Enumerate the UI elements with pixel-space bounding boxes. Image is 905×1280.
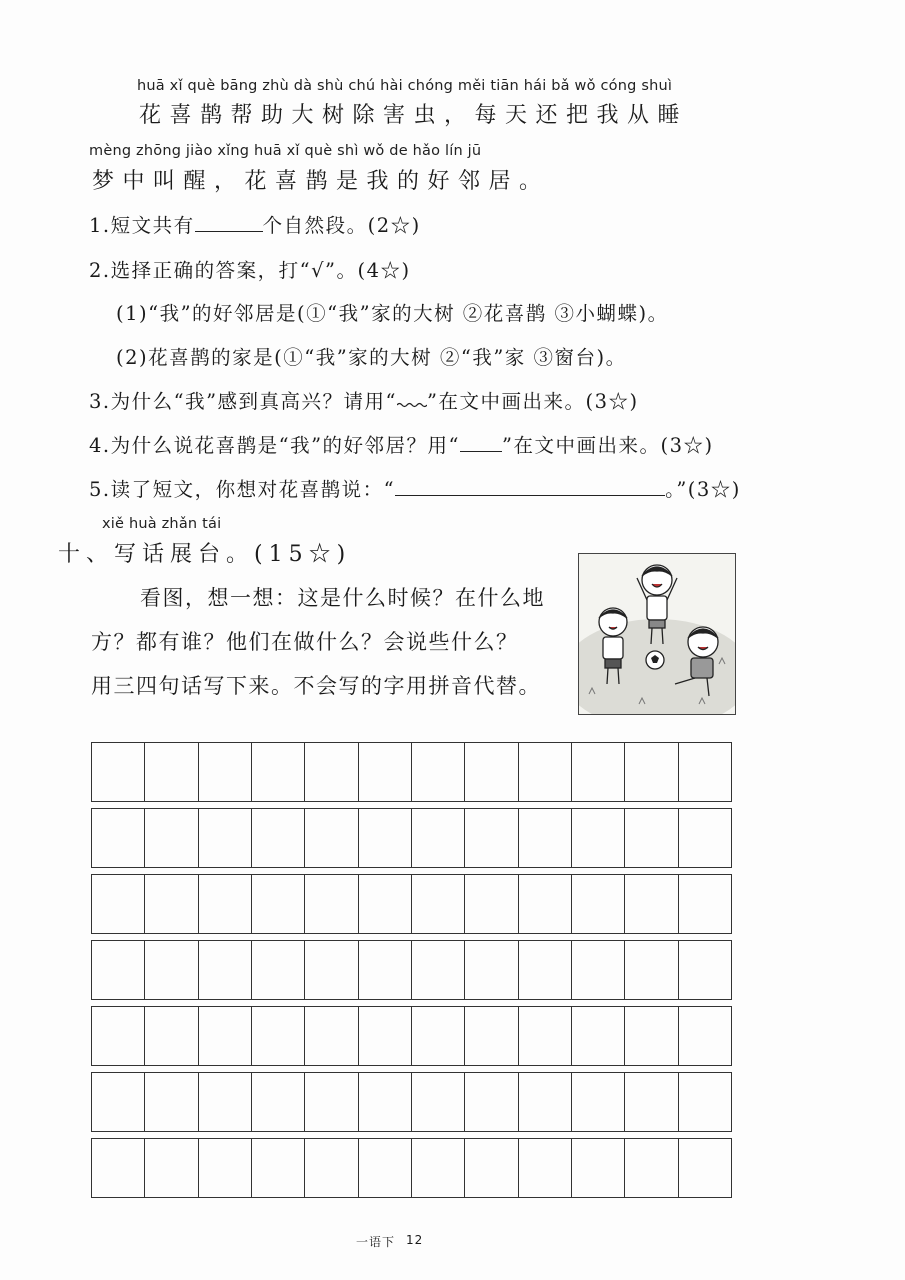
grid-cell[interactable] bbox=[412, 743, 465, 801]
question-3 bbox=[89, 386, 639, 414]
grid-cell[interactable] bbox=[572, 875, 625, 933]
grid-cell[interactable] bbox=[465, 1073, 518, 1131]
grid-cell[interactable] bbox=[92, 1073, 145, 1131]
question-1-prefix: 1.短文共有 bbox=[89, 214, 195, 237]
grid-cell[interactable] bbox=[519, 941, 572, 999]
grid-cell[interactable] bbox=[305, 875, 358, 933]
grid-row bbox=[91, 1072, 732, 1132]
section-10-title: 十、写话展台。(15☆) bbox=[58, 542, 352, 567]
grid-cell[interactable] bbox=[305, 1007, 358, 1065]
grid-cell[interactable] bbox=[359, 941, 412, 999]
question-4-suffix: ”在文中画出来。(3☆) bbox=[502, 434, 714, 457]
grid-cell[interactable] bbox=[199, 941, 252, 999]
grid-cell[interactable] bbox=[625, 1139, 678, 1197]
question-2-1[interactable]: (1)“我”的好邻居是(①“我”家的大树 ②花喜鹊 ③小蝴蝶)。 bbox=[116, 302, 669, 325]
grid-cell[interactable] bbox=[305, 1073, 358, 1131]
grid-cell[interactable] bbox=[252, 809, 305, 867]
grid-cell[interactable] bbox=[145, 875, 198, 933]
grid-cell[interactable] bbox=[92, 809, 145, 867]
grid-cell[interactable] bbox=[359, 875, 412, 933]
grid-cell[interactable] bbox=[519, 1007, 572, 1065]
grid-cell[interactable] bbox=[252, 875, 305, 933]
grid-cell[interactable] bbox=[572, 743, 625, 801]
grid-cell[interactable] bbox=[519, 875, 572, 933]
grid-cell[interactable] bbox=[199, 809, 252, 867]
grid-cell[interactable] bbox=[305, 809, 358, 867]
grid-cell[interactable] bbox=[252, 1073, 305, 1131]
question-3-prefix: 3.为什么“我”感到真高兴？请用“ bbox=[89, 390, 398, 413]
grid-cell[interactable] bbox=[625, 1073, 678, 1131]
grid-cell[interactable] bbox=[199, 1073, 252, 1131]
grid-cell[interactable] bbox=[252, 1139, 305, 1197]
grid-row bbox=[91, 742, 732, 802]
section-10-pinyin: xiě huà zhǎn tái bbox=[102, 516, 222, 532]
grid-cell[interactable] bbox=[412, 1073, 465, 1131]
grid-row bbox=[91, 808, 732, 868]
grid-cell[interactable] bbox=[92, 875, 145, 933]
grid-cell[interactable] bbox=[199, 1007, 252, 1065]
grid-cell[interactable] bbox=[465, 809, 518, 867]
grid-cell[interactable] bbox=[519, 809, 572, 867]
grid-cell[interactable] bbox=[625, 809, 678, 867]
grid-cell[interactable] bbox=[145, 809, 198, 867]
grid-cell[interactable] bbox=[359, 809, 412, 867]
grid-cell[interactable] bbox=[412, 875, 465, 933]
grid-cell[interactable] bbox=[679, 1073, 731, 1131]
writing-prompt-line3: 用三四句话写下来。不会写的字用拼音代替。 bbox=[91, 674, 541, 698]
grid-cell[interactable] bbox=[465, 1139, 518, 1197]
grid-cell[interactable] bbox=[252, 743, 305, 801]
grid-cell[interactable] bbox=[465, 941, 518, 999]
grid-row bbox=[91, 940, 732, 1000]
grid-cell[interactable] bbox=[572, 1007, 625, 1065]
grid-cell[interactable] bbox=[92, 1007, 145, 1065]
football-scene-graphic bbox=[579, 554, 735, 714]
grid-cell[interactable] bbox=[92, 743, 145, 801]
grid-cell[interactable] bbox=[625, 941, 678, 999]
answer-blank-5[interactable] bbox=[395, 477, 665, 496]
passage-line1-pinyin: huā xǐ què bāng zhù dà shù chú hài chóng měi tiān hái bǎ wǒ cóng shuì bbox=[137, 78, 673, 94]
question-1-suffix: 个自然段。(2☆) bbox=[262, 214, 421, 237]
grid-cell[interactable] bbox=[412, 941, 465, 999]
grid-cell[interactable] bbox=[412, 1007, 465, 1065]
question-2-2[interactable]: (2)花喜鹊的家是(①“我”家的大树 ②“我”家 ③窗台)。 bbox=[116, 346, 627, 369]
question-2: 2.选择正确的答案，打“√”。(4☆) bbox=[89, 259, 411, 282]
grid-cell[interactable] bbox=[359, 1007, 412, 1065]
grid-cell[interactable] bbox=[359, 1139, 412, 1197]
football-icon bbox=[646, 651, 664, 669]
passage-line2-pinyin: mèng zhōng jiào xǐng huā xǐ què shì wǒ de hǎo lín jū bbox=[89, 143, 482, 159]
children-playing-football-illustration bbox=[578, 553, 736, 715]
question-1 bbox=[89, 210, 421, 238]
grid-cell[interactable] bbox=[92, 941, 145, 999]
question-3-suffix: ”在文中画出来。(3☆) bbox=[427, 390, 639, 413]
grid-cell[interactable] bbox=[519, 1139, 572, 1197]
grid-cell[interactable] bbox=[359, 1073, 412, 1131]
writing-prompt-line2: 方？都有谁？他们在做什么？会说些什么？ bbox=[91, 630, 519, 654]
grid-cell[interactable] bbox=[572, 809, 625, 867]
question-4-prefix: 4.为什么说花喜鹊是“我”的好邻居？用“ bbox=[89, 434, 461, 457]
grid-cell[interactable] bbox=[305, 1139, 358, 1197]
question-5-prefix: 5.读了短文，你想对花喜鹊说：“ bbox=[89, 478, 396, 501]
grid-cell[interactable] bbox=[145, 743, 198, 801]
grid-cell[interactable] bbox=[305, 743, 358, 801]
grid-row bbox=[91, 1138, 732, 1198]
grid-cell[interactable] bbox=[679, 743, 731, 801]
grid-cell[interactable] bbox=[359, 743, 412, 801]
grid-cell[interactable] bbox=[199, 743, 252, 801]
grid-cell[interactable] bbox=[252, 1007, 305, 1065]
straight-line-sample bbox=[460, 433, 502, 452]
grid-cell[interactable] bbox=[199, 875, 252, 933]
grid-row bbox=[91, 1006, 732, 1066]
grid-cell[interactable] bbox=[679, 1139, 731, 1197]
grid-cell[interactable] bbox=[679, 1007, 731, 1065]
answer-blank-1[interactable] bbox=[195, 213, 263, 232]
grid-cell[interactable] bbox=[625, 875, 678, 933]
grid-cell[interactable] bbox=[145, 1073, 198, 1131]
question-4 bbox=[89, 430, 714, 458]
grid-cell[interactable] bbox=[412, 809, 465, 867]
wavy-line-icon bbox=[397, 394, 427, 408]
grid-cell[interactable] bbox=[412, 1139, 465, 1197]
grid-cell[interactable] bbox=[679, 809, 731, 867]
grid-cell[interactable] bbox=[252, 941, 305, 999]
grid-cell[interactable] bbox=[519, 1073, 572, 1131]
passage-line2-text: 梦中叫醒，花喜鹊是我的好邻居。 bbox=[92, 169, 550, 194]
grid-cell[interactable] bbox=[145, 941, 198, 999]
question-5 bbox=[89, 474, 741, 502]
grid-cell[interactable] bbox=[572, 1073, 625, 1131]
question-5-suffix: 。”(3☆) bbox=[665, 478, 741, 501]
writing-prompt-line1: 看图，想一想：这是什么时候？在什么地 bbox=[140, 586, 545, 610]
grid-cell[interactable] bbox=[625, 1007, 678, 1065]
footer-label: 一语下 bbox=[356, 1235, 396, 1249]
grid-cell[interactable] bbox=[572, 1139, 625, 1197]
grid-cell[interactable] bbox=[199, 1139, 252, 1197]
grid-cell[interactable] bbox=[679, 875, 731, 933]
grid-cell[interactable] bbox=[465, 875, 518, 933]
grid-cell[interactable] bbox=[465, 1007, 518, 1065]
grid-cell[interactable] bbox=[572, 941, 625, 999]
grid-cell[interactable] bbox=[625, 743, 678, 801]
passage-line1-text: 花喜鹊帮助大树除害虫，每天还把我从睡 bbox=[139, 103, 689, 128]
grid-cell[interactable] bbox=[145, 1139, 198, 1197]
grid-cell[interactable] bbox=[465, 743, 518, 801]
grid-cell[interactable] bbox=[305, 941, 358, 999]
grid-cell[interactable] bbox=[679, 941, 731, 999]
grid-cell[interactable] bbox=[519, 743, 572, 801]
grid-cell[interactable] bbox=[92, 1139, 145, 1197]
grid-row bbox=[91, 874, 732, 934]
page-number: 12 bbox=[406, 1233, 424, 1247]
grid-cell[interactable] bbox=[145, 1007, 198, 1065]
